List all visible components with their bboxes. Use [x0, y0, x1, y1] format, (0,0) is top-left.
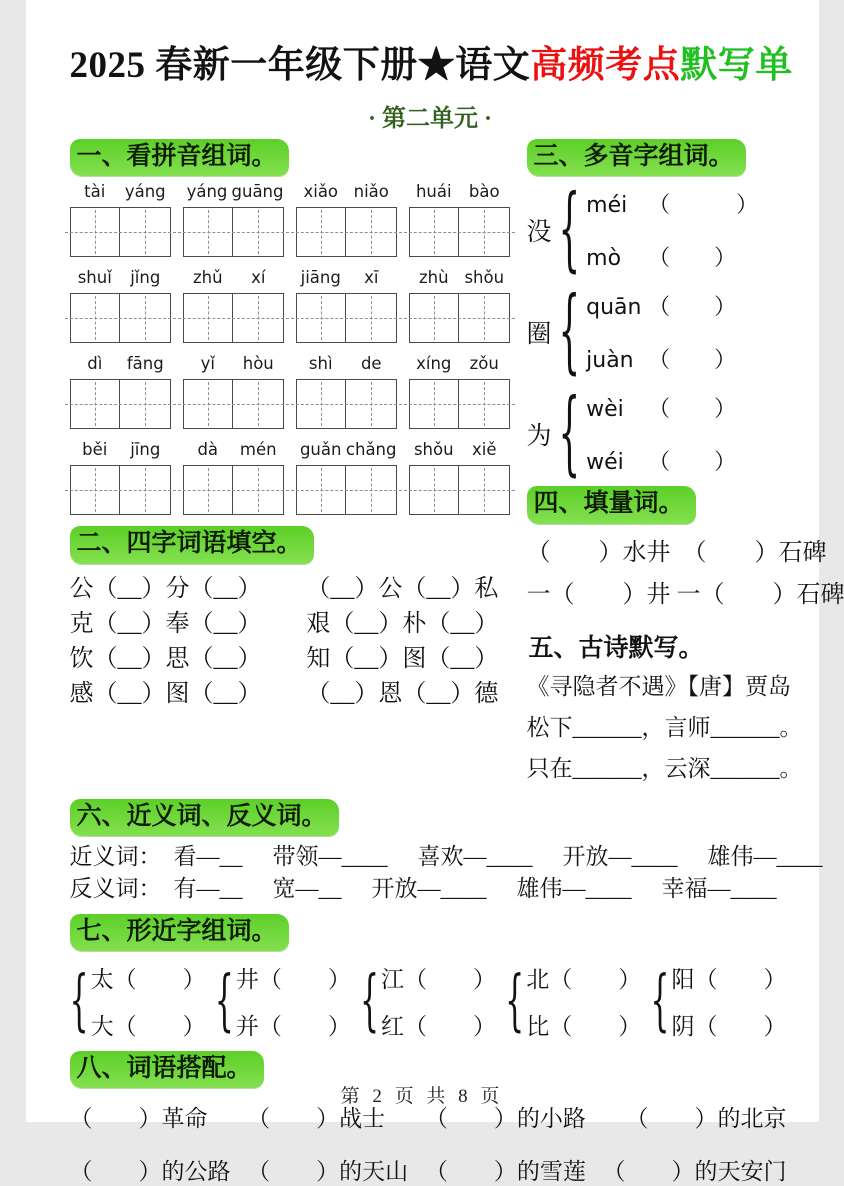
pinyin-syllable: shuǐ [70, 268, 121, 293]
pinyin-syllable: hòu [233, 354, 284, 379]
four-char-item: （__）恩（__）德 [306, 677, 516, 712]
polyphone-reading [586, 188, 758, 219]
tian-grid [296, 207, 397, 257]
section-four-char [70, 526, 517, 711]
pinyin-labels [296, 354, 397, 379]
tian-grid [70, 465, 171, 515]
poem-line: 松下______，言师______。 [527, 707, 791, 748]
pinyin-labels [183, 182, 284, 207]
tian-cell [119, 465, 170, 515]
section-measure-words [527, 486, 791, 615]
section-8-heading: 八、词语搭配。 [70, 1051, 264, 1088]
pinyin-grid-pair [409, 440, 510, 515]
pinyin-reading: juàn [586, 348, 648, 373]
tian-cell [70, 207, 121, 257]
brace-glyph: { [215, 963, 234, 1040]
similar-char-pair [70, 961, 206, 1041]
four-char-row [70, 677, 517, 712]
four-char-item: 感（__）图（__） [70, 677, 307, 712]
synonym-item: 看—__ [174, 842, 243, 872]
tian-cell [409, 207, 460, 257]
pinyin-reading: wèi [586, 397, 648, 422]
tian-cell [458, 293, 509, 343]
similar-char-item: 江（ ） [381, 961, 496, 994]
pinyin-syllable: niǎo [346, 182, 397, 207]
page-title [70, 34, 791, 88]
similar-char-pairs [70, 961, 791, 1041]
row-label: 反义词： [70, 874, 174, 904]
synonym-item: 开放—____ [372, 874, 487, 904]
pinyin-syllable: jǐng [120, 268, 171, 293]
section-3-heading: 三、多音字组词。 [527, 139, 746, 176]
section-polyphone [527, 139, 791, 484]
pinyin-syllable: guāng [232, 182, 284, 207]
page-number: 第 2 页 共 8 页 [26, 1081, 819, 1108]
polyphone-reading [586, 241, 758, 272]
tian-cell [119, 293, 170, 343]
section-2-heading: 二、四字词语填空。 [70, 526, 314, 563]
similar-char-pair [505, 961, 641, 1041]
pinyin-row [70, 268, 517, 343]
tian-cell [296, 293, 347, 343]
similar-char-lines [381, 961, 496, 1041]
tian-grid [70, 379, 171, 429]
similar-char-item: 北（ ） [526, 961, 641, 994]
poem-line: 只在______，云深______。 [527, 748, 791, 789]
section-synonyms [70, 799, 791, 904]
title-green-part: 默写单 [680, 45, 793, 86]
top-columns [70, 139, 791, 789]
four-char-row [70, 607, 517, 642]
blank-parentheses: （ ） [648, 449, 736, 474]
pinyin-grid-pair [296, 354, 397, 429]
collocation-item: （ ）的公路 [70, 1153, 231, 1186]
pinyin-syllable: yáng [120, 182, 171, 207]
section-5-heading: 五、古诗默写。 [529, 628, 791, 664]
measure-word-line: 一（ ）井 一（ ）石碑 [527, 574, 791, 616]
pinyin-labels [296, 182, 397, 207]
pinyin-reading: méi [586, 193, 648, 218]
pinyin-grid-pair [70, 440, 171, 515]
pinyin-labels [183, 354, 284, 379]
similar-char-pair [650, 961, 786, 1041]
tian-cell [296, 465, 347, 515]
pinyin-row [70, 354, 517, 429]
four-char-item: 克（__）奉（__） [70, 607, 307, 642]
pinyin-labels [70, 354, 171, 379]
tian-cell [345, 293, 396, 343]
collocation-item: （ ）的天山 [247, 1153, 408, 1186]
pinyin-syllable: mén [233, 440, 284, 465]
pinyin-syllable: tài [70, 182, 121, 207]
right-column [517, 139, 791, 789]
polyphone-groups [527, 180, 791, 484]
tian-cell [409, 379, 460, 429]
collocation-item: （ ）的天安门 [602, 1153, 786, 1186]
worksheet-page [26, 0, 819, 1122]
pinyin-row [70, 440, 517, 515]
tian-grid [296, 379, 397, 429]
tian-cell [345, 465, 396, 515]
pinyin-labels [409, 182, 510, 207]
tian-grid [70, 207, 171, 257]
pinyin-grid-pair [183, 268, 284, 343]
brace-glyph: { [559, 278, 581, 386]
pinyin-syllable: jīng [120, 440, 171, 465]
section-similar-chars [70, 914, 791, 1041]
brace-glyph: { [650, 963, 669, 1040]
measure-word-line: （ ）水井 （ ）石碑 [527, 532, 791, 574]
synonym-item: 雄伟—____ [517, 874, 632, 904]
pinyin-labels [183, 268, 284, 293]
pinyin-syllable: zǒu [459, 354, 510, 379]
pinyin-syllable: shǒu [409, 440, 460, 465]
pinyin-syllable: xíng [409, 354, 460, 379]
four-char-item: 饮（__）思（__） [70, 642, 307, 677]
tian-cell [296, 207, 347, 257]
tian-grid [296, 293, 397, 343]
pinyin-syllable: yǐ [183, 354, 234, 379]
tian-cell [119, 379, 170, 429]
pinyin-grid-pair [183, 354, 284, 429]
unit-subtitle: · 第二单元 · [70, 98, 791, 133]
tian-cell [232, 465, 283, 515]
similar-char-lines [91, 961, 206, 1041]
four-char-row [70, 642, 517, 677]
pinyin-grid-pair [296, 440, 397, 515]
pinyin-labels [70, 182, 171, 207]
tian-cell [296, 379, 347, 429]
pinyin-syllable: de [346, 354, 397, 379]
pinyin-grid-pair [70, 182, 171, 257]
similar-char-pair [215, 961, 351, 1041]
tian-cell [345, 379, 396, 429]
pinyin-labels [296, 268, 397, 293]
four-char-row [70, 572, 517, 607]
blank-parentheses: （ ） [648, 347, 736, 372]
polyphone-group [527, 384, 791, 484]
pinyin-grid-pair [70, 268, 171, 343]
polyphone-reading [586, 343, 736, 374]
pinyin-grid-pair [409, 268, 510, 343]
tian-grid [409, 207, 510, 257]
pinyin-labels [183, 440, 284, 465]
section-pinyin-words [70, 139, 517, 515]
collocation-item: （ ）的雪莲 [425, 1153, 586, 1186]
tian-grid [183, 379, 284, 429]
pinyin-grid-pair [183, 440, 284, 515]
pinyin-syllable: huái [409, 182, 460, 207]
synonym-row [70, 874, 791, 904]
pinyin-syllable: bào [459, 182, 510, 207]
four-char-item: 公（__）分（__） [70, 572, 307, 607]
blank-parentheses: （ ） [648, 294, 736, 319]
similar-char-item: 太（ ） [91, 961, 206, 994]
pinyin-syllable: yáng [183, 182, 232, 207]
pinyin-syllable: shǒu [459, 268, 510, 293]
section-4-heading: 四、填量词。 [527, 486, 696, 523]
pinyin-reading: quān [586, 295, 648, 320]
pinyin-grid-pair [296, 182, 397, 257]
tian-cell [409, 465, 460, 515]
collocation-item: （ ）战士 [247, 1100, 385, 1133]
pinyin-grid-pair [183, 182, 284, 257]
four-char-item: 知（__）图（__） [306, 642, 516, 677]
pinyin-grid-pair [70, 354, 171, 429]
blank-parentheses: （ ） [648, 245, 736, 270]
similar-char-item: 阴（ ） [671, 1008, 786, 1041]
poem-lines [527, 666, 791, 789]
four-char-item: （__）公（__）私 [306, 572, 516, 607]
pinyin-syllable: xí [233, 268, 284, 293]
similar-char-item: 阳（ ） [671, 961, 786, 994]
tian-cell [183, 379, 234, 429]
tian-cell [183, 293, 234, 343]
brace-glyph: { [70, 963, 89, 1040]
synonym-item: 雄伟—____ [708, 842, 823, 872]
pinyin-labels [409, 440, 510, 465]
similar-char-item: 红（ ） [381, 1008, 496, 1041]
polyphone-readings [586, 282, 736, 382]
pinyin-reading: wéi [586, 450, 648, 475]
title-black-part: 2025 春新一年级下册★语文 [70, 45, 531, 86]
pinyin-syllable: guǎn [296, 440, 346, 465]
pinyin-syllable: dà [183, 440, 234, 465]
synonym-items [174, 842, 844, 872]
synonym-row [70, 842, 791, 872]
tian-grid [183, 465, 284, 515]
tian-cell [183, 465, 234, 515]
section-poem [527, 628, 791, 789]
blank-parentheses: （ ） [648, 396, 736, 421]
similar-char-lines [526, 961, 641, 1041]
title-red-part: 高频考点 [530, 45, 680, 86]
pinyin-syllable: chǎng [346, 440, 397, 465]
pinyin-labels [296, 440, 397, 465]
tian-cell [458, 465, 509, 515]
pinyin-syllable: shì [296, 354, 347, 379]
polyphone-group [527, 180, 791, 280]
similar-char-item: 大（ ） [91, 1008, 206, 1041]
pinyin-labels [70, 268, 171, 293]
similar-char-item: 比（ ） [526, 1008, 641, 1041]
polyphone-character: 为 [527, 416, 559, 452]
pinyin-grid-pair [296, 268, 397, 343]
pinyin-row [70, 182, 517, 257]
polyphone-readings [586, 180, 758, 280]
collocation-item: （ ）的小路 [425, 1100, 586, 1133]
pinyin-syllable: jiāng [296, 268, 347, 293]
similar-char-pair [360, 961, 496, 1041]
synonym-rows [70, 842, 791, 904]
pinyin-reading: mò [586, 246, 648, 271]
pinyin-syllable: zhǔ [183, 268, 234, 293]
collocation-item: （ ）革命 [70, 1100, 208, 1133]
pinyin-syllable: xiě [459, 440, 510, 465]
polyphone-reading [586, 290, 736, 321]
similar-char-lines [236, 961, 351, 1041]
pinyin-syllable: xī [346, 268, 397, 293]
pinyin-syllable: fāng [120, 354, 171, 379]
synonym-item: 宽—__ [273, 874, 342, 904]
tian-cell [232, 379, 283, 429]
pinyin-labels [409, 268, 510, 293]
pinyin-grid-pair [409, 354, 510, 429]
brace-glyph: { [559, 176, 581, 284]
tian-cell [70, 465, 121, 515]
brace-glyph: { [505, 963, 524, 1040]
polyphone-group [527, 282, 791, 382]
tian-grid [183, 293, 284, 343]
tian-cell [345, 207, 396, 257]
synonym-items [174, 874, 807, 904]
polyphone-reading [586, 445, 736, 476]
tian-cell [409, 293, 460, 343]
tian-grid [409, 379, 510, 429]
collocation-item: （ ）的北京 [625, 1100, 786, 1133]
tian-cell [70, 293, 121, 343]
similar-char-item: 并（ ） [236, 1008, 351, 1041]
synonym-item: 开放—____ [563, 842, 678, 872]
pinyin-syllable: dì [70, 354, 121, 379]
synonym-item: 带领—____ [273, 842, 388, 872]
tian-cell [183, 207, 234, 257]
tian-cell [232, 207, 283, 257]
pinyin-labels [70, 440, 171, 465]
polyphone-reading [586, 392, 736, 423]
similar-char-item: 井（ ） [236, 961, 351, 994]
tian-cell [458, 379, 509, 429]
tian-cell [70, 379, 121, 429]
pinyin-syllable: xiǎo [296, 182, 347, 207]
synonym-item: 幸福—____ [662, 874, 777, 904]
section-7-heading: 七、形近字组词。 [70, 914, 289, 951]
poem-line: 《寻隐者不遇》【唐】贾岛 [527, 666, 791, 707]
tian-cell [458, 207, 509, 257]
section-1-heading: 一、看拼音组词。 [70, 139, 289, 176]
similar-char-lines [671, 961, 786, 1041]
section-6-heading: 六、近义词、反义词。 [70, 799, 339, 836]
pinyin-labels [409, 354, 510, 379]
tian-grid [409, 293, 510, 343]
tian-grid [296, 465, 397, 515]
brace-glyph: { [559, 380, 581, 488]
polyphone-character: 圈 [527, 314, 559, 350]
section-collocation [70, 1051, 791, 1186]
blank-parentheses: （ ） [648, 192, 758, 217]
polyphone-character: 没 [527, 212, 559, 248]
four-char-rows [70, 572, 517, 712]
left-column [70, 139, 517, 712]
row-label: 近义词： [70, 842, 174, 872]
tian-grid [183, 207, 284, 257]
pinyin-grid-rows [70, 182, 517, 515]
pinyin-grid-pair [409, 182, 510, 257]
collocation-rows [70, 1100, 791, 1186]
pinyin-syllable: zhù [409, 268, 460, 293]
pinyin-syllable: běi [70, 440, 121, 465]
collocation-row [70, 1153, 791, 1186]
synonym-item: 有—__ [174, 874, 243, 904]
tian-cell [232, 293, 283, 343]
tian-cell [119, 207, 170, 257]
synonym-item: 喜欢—____ [418, 842, 533, 872]
four-char-item: 艰（__）朴（__） [306, 607, 516, 642]
tian-grid [409, 465, 510, 515]
tian-grid [70, 293, 171, 343]
brace-glyph: { [360, 963, 379, 1040]
polyphone-readings [586, 384, 736, 484]
measure-word-lines [527, 532, 791, 616]
